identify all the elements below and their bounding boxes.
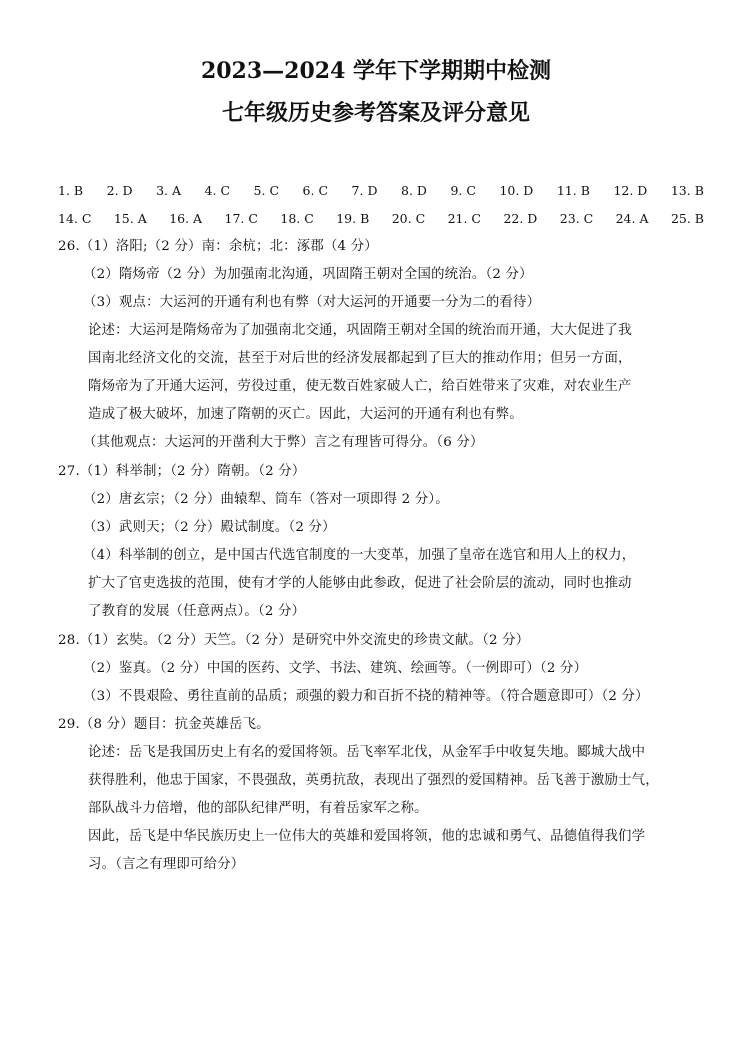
mc-answer: 4. C (204, 183, 231, 198)
mc-answer: 9. C (450, 183, 476, 198)
mc-answer: 14. C (58, 211, 92, 226)
mc-answer: 24. A (615, 211, 649, 226)
q27-line-4: （4）科举制的创立，是中国古代选官制度的一大变革，加强了皇帝在选官和用人上的权力， (83, 548, 636, 563)
q26-line-6: 隋炀帝为了开通大运河，劳役过重，使无数百姓家破人亡，给百姓带来了灾难，对农业生产 (88, 379, 632, 394)
multiple-choice-row-1 (58, 182, 704, 200)
mc-answer: 15. A (113, 211, 147, 226)
q27-line-6: 了教育的发展（任意两点）。（2 分） (88, 604, 306, 619)
mc-answer: 10. D (499, 183, 534, 198)
q26-line-3: （3）观点：大运河的开通有利也有弊（对大运河的开通要一分为二的看待） (83, 295, 541, 310)
q26-line-1: 26.（1）洛阳;（2 分）南：余杭；北：涿郡（4 分） (58, 239, 378, 254)
q29-line-5: 因此，岳飞是中华民族历史上一位伟大的英雄和爱国将领，他的忠诚和勇气、品德值得我们学 (88, 829, 646, 844)
q29-line-3: 获得胜利，他忠于国家，不畏强敌，英勇抗敌，表现出了强烈的爱国精神。岳飞善于激励士气， (88, 773, 659, 788)
q26-line-8: （其他观点：大运河的开凿利大于弊）言之有理皆可得分。（6 分） (83, 435, 484, 450)
mc-answer: 13. B (670, 183, 704, 198)
mc-answer: 8. D (401, 183, 427, 198)
q29-line-6: 习。（言之有理即可给分） (88, 857, 245, 872)
mc-answer: 1. B (58, 183, 84, 198)
mc-answer: 22. D (503, 211, 538, 226)
mc-answer: 23. C (559, 211, 594, 226)
q26-line-4: 论述：大运河是隋炀帝为了加强南北交通，巩固隋王朝对全国的统治而开通，大大促进了我 (88, 323, 632, 338)
mc-answer: 5. C (253, 183, 280, 198)
q29-line-2: 论述：岳飞是我国历史上有名的爱国将领。岳飞率军北伐，从金军手中收复失地。郾城大战中 (88, 745, 646, 760)
mc-answer: 16. A (169, 211, 203, 226)
q26-line-7: 造成了极大破坏，加速了隋朝的灭亡。因此，大运河的开通有利也有弊。 (88, 407, 523, 422)
q27-line-1: 27.（1）科举制；（2 分）隋朝。（2 分） (58, 464, 306, 479)
mc-answer: 21. C (447, 211, 481, 226)
mc-answer: 17. C (224, 211, 258, 226)
multiple-choice-row-2 (58, 210, 704, 228)
q28-line-3: （3）不畏艰险、勇往直前的品质；顽强的毅力和百折不挠的精神等。（符合题意即可）（2 分） (83, 689, 649, 704)
mc-answer: 3. A (156, 183, 182, 198)
mc-answer: 18. C (280, 211, 314, 226)
mc-answer: 2. D (106, 183, 133, 198)
q27-line-2: （2）唐玄宗；（2 分）曲辕犁、筒车（答对一项即得 2 分）。 (83, 492, 449, 507)
mc-answer: 11. B (556, 183, 590, 198)
mc-answer: 20. C (391, 211, 426, 226)
q28-line-2: （2）鉴真。（2 分）中国的医药、文学、书法、建筑、绘画等。（一例即可）（2 分） (83, 661, 588, 676)
q29-line-1: 29.（8 分）题目：抗金英雄岳飞。 (58, 717, 270, 732)
q27-line-5: 扩大了官吏选拔的范围，使有才学的人能够由此参政，促进了社会阶层的流动，同时也推动 (88, 576, 632, 591)
q29-line-4: 部队战斗力倍增，他的部队纪律严明，有着岳家军之称。 (88, 801, 428, 816)
q26-line-2: （2）隋炀帝（2 分）为加强南北沟通，巩固隋王朝对全国的统治。（2 分） (83, 267, 533, 282)
mc-answer: 6. C (302, 183, 329, 198)
mc-answer: 7. D (351, 183, 378, 198)
page-subtitle: 七年级历史参考答案及评分意见 (221, 100, 530, 126)
q26-line-5: 国南北经济文化的交流，甚至于对后世的经济发展都起到了巨大的推动作用；但另一方面， (88, 351, 632, 366)
mc-answer: 12. D (613, 183, 648, 198)
mc-answer: 25. B (670, 211, 704, 226)
q28-line-1: 28.（1）玄奘。（2 分）天竺。（2 分）是研究中外交流史的珍贵文献。（2 分） (58, 633, 530, 648)
page-title: 2023—2024 学年下学期期中检测 (200, 58, 552, 84)
q27-line-3: （3）武则天；（2 分）殿试制度。（2 分） (83, 520, 336, 535)
mc-answer: 19. B (336, 211, 370, 226)
